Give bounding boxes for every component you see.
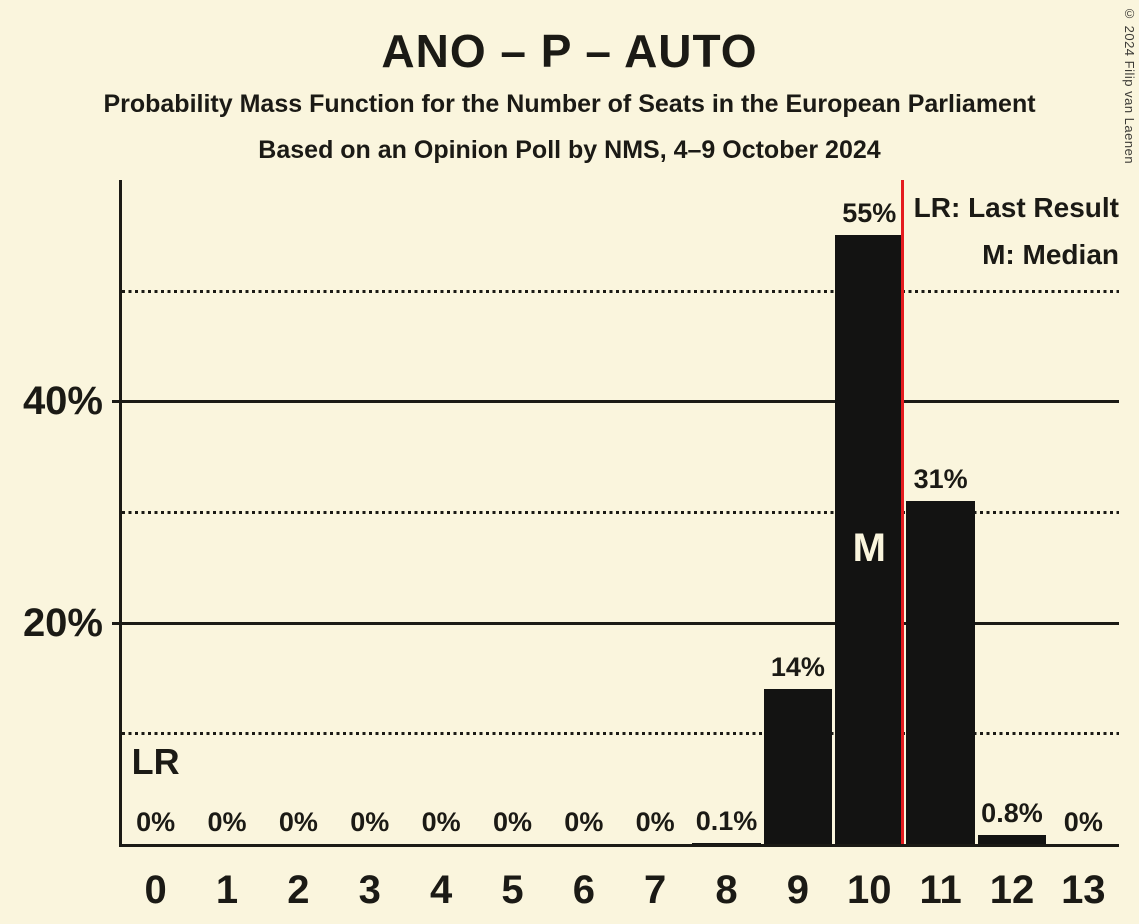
value-label-seat-6: 0% [564,807,604,837]
x-tick-label-9: 9 [786,868,809,912]
y-tick-label-20: 20% [22,600,103,645]
x-axis-line [119,844,1119,847]
x-tick-label-12: 12 [989,868,1035,912]
value-label-seat-9: 14% [770,652,825,683]
chart-legend [914,184,1119,278]
value-label-seat-4: 0% [421,807,461,837]
x-tick-label-4: 4 [429,868,453,912]
x-tick-label-5: 5 [501,868,524,912]
x-tick-label-8: 8 [715,868,738,912]
x-tick-label-10: 10 [846,868,892,912]
x-tick-label-7: 7 [644,868,667,912]
value-label-seat-8: 0.1% [695,805,758,836]
bar-seat-12 [978,835,1046,844]
value-label-seat-1: 0% [207,807,247,837]
x-tick-label-13: 13 [1061,868,1106,912]
last-result-label: LR [131,741,180,782]
gridline-dotted-50 [122,290,1119,293]
value-label-seat-13: 0% [1063,807,1103,837]
x-tick-label-2: 2 [287,868,310,912]
legend-last-result: LR: Last Result [913,192,1119,223]
chart-poll-subtitle: Based on an Opinion Poll by NMS, 4–9 October 2024 [258,136,881,164]
page-title: ANO – P – AUTO [381,25,758,77]
x-tick-label-3: 3 [358,868,381,912]
bar-seat-11 [906,501,974,844]
x-tick-label-6: 6 [572,868,595,912]
y-tick-label-40: 40% [22,379,103,424]
value-label-seat-10: 55% [842,198,897,229]
chart-subtitle: Probability Mass Function for the Number of Seats in the European Parliament [103,90,1036,118]
bar-seat-9 [764,689,832,844]
copyright-text: © 2024 Filip van Laenen [1122,6,1137,165]
value-label-seat-11: 31% [913,463,968,494]
x-tick-label-0: 0 [144,868,167,912]
value-label-seat-7: 0% [635,807,675,837]
value-label-seat-12: 0.8% [981,798,1043,829]
median-marker: M [852,525,886,570]
last-result-line [901,180,904,844]
x-tick-label-11: 11 [919,868,962,912]
value-label-seat-5: 0% [492,807,532,837]
value-label-seat-0: 0% [136,807,176,837]
legend-median: M: Median [982,239,1119,270]
value-label-seat-2: 0% [278,807,318,837]
gridline-solid-40 [112,400,1119,403]
x-tick-label-1: 1 [215,868,239,912]
value-label-seat-3: 0% [350,807,390,837]
